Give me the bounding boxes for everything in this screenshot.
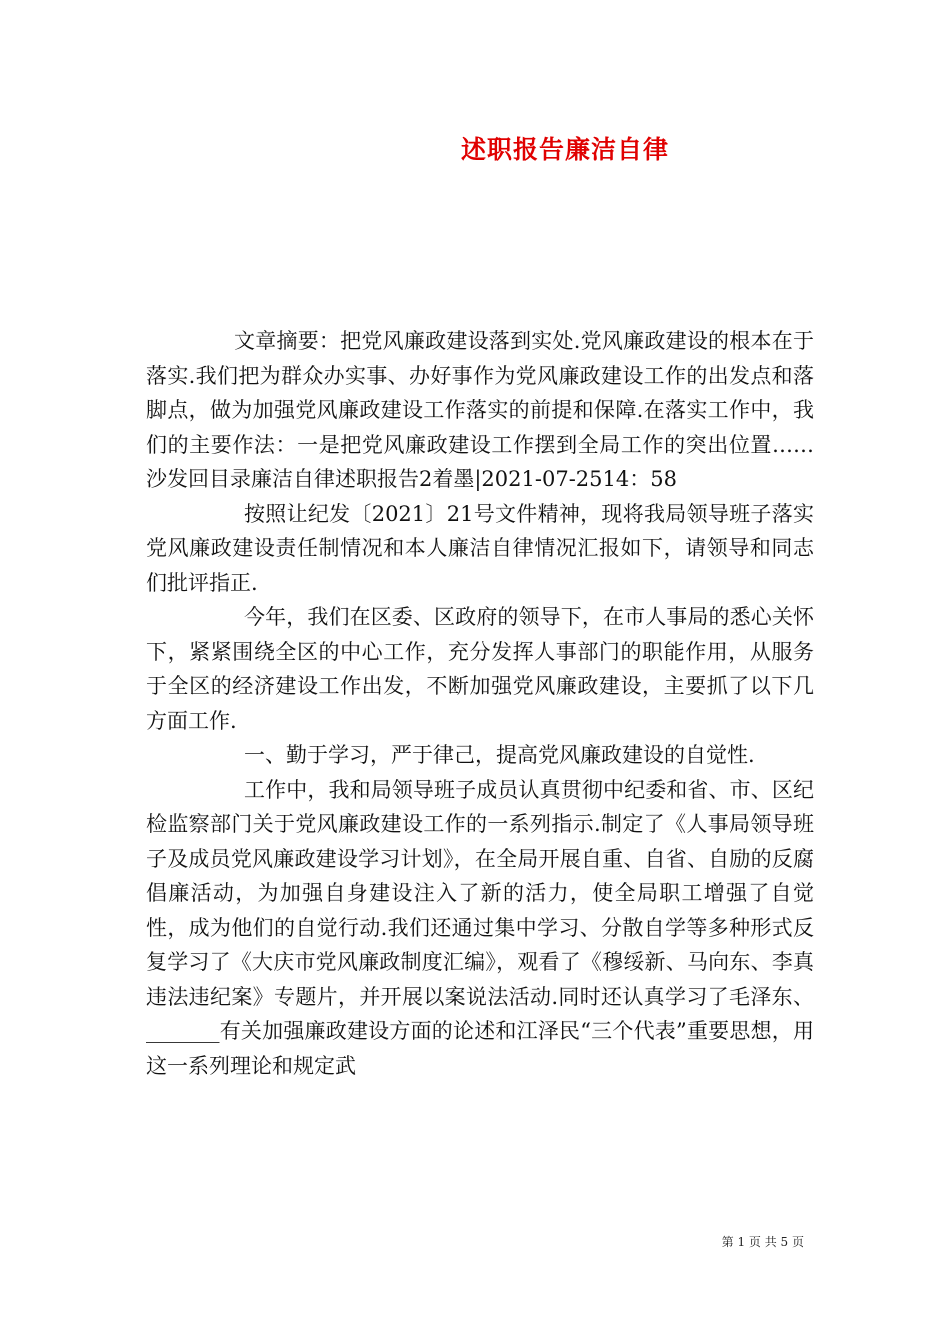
body-paragraph: 今年，我们在区委、区政府的领导下，在市人事局的悉心关怀下，紧紧围绕全区的中心工作，充分发挥人事部门的职能作用，从服务于全区的经济建设工作出发，不断加强党风廉政建设，主要抓了以下几方面工作. [146, 605, 814, 733]
document-body [146, 324, 814, 1083]
abstract-paragraph: 文章摘要：把党风廉政建设落到实处.党风廉政建设的根本在于落实.我们把为群众办实事、办好事作为党风廉政建设工作的出发点和落脚点，做为加强党风廉政建设工作落实的前提和保障.在落实工作中，我们的主要作法：一是把党风廉政建设工作摆到全局工作的突出位置……沙发回目录廉洁自律述职报告2着墨|2021-07-2514：58 [146, 329, 814, 491]
page-number: 第 1 页 共 5 页 [721, 1235, 804, 1249]
body-paragraph: 工作中，我和局领导班子成员认真贯彻中纪委和省、市、区纪检监察部门关于党风廉政建设工作的一系列指示.制定了《人事局领导班子及成员党风廉政建设学习计划》，在全局开展自重、自省、自励的反腐倡廉活动，为加强自身建设注入了新的活力，使全局职工增强了自觉性，成为他们的自觉行动.我们还通过集中学习、分散自学等多种形式反复学习了《大庆市党风廉政制度汇编》，观看了《穆绥新、马向东、李真违法违纪案》专题片，并开展以案说法活动.同时还认真学习了毛泽东、_______有关加强廉政建设方面的论述和江泽民“三个代表”重要思想，用这一系列理论和规定武 [146, 777, 814, 1078]
document-title: 述职报告廉洁自律 [460, 135, 669, 164]
section-heading: 一、勤于学习，严于律己，提高党风廉政建设的自觉性. [244, 743, 755, 767]
body-paragraph: 按照让纪发〔2021〕21号文件精神，现将我局领导班子落实党风廉政建设责任制情况和本人廉洁自律情况汇报如下，请领导和同志们批评指正. [146, 501, 814, 595]
